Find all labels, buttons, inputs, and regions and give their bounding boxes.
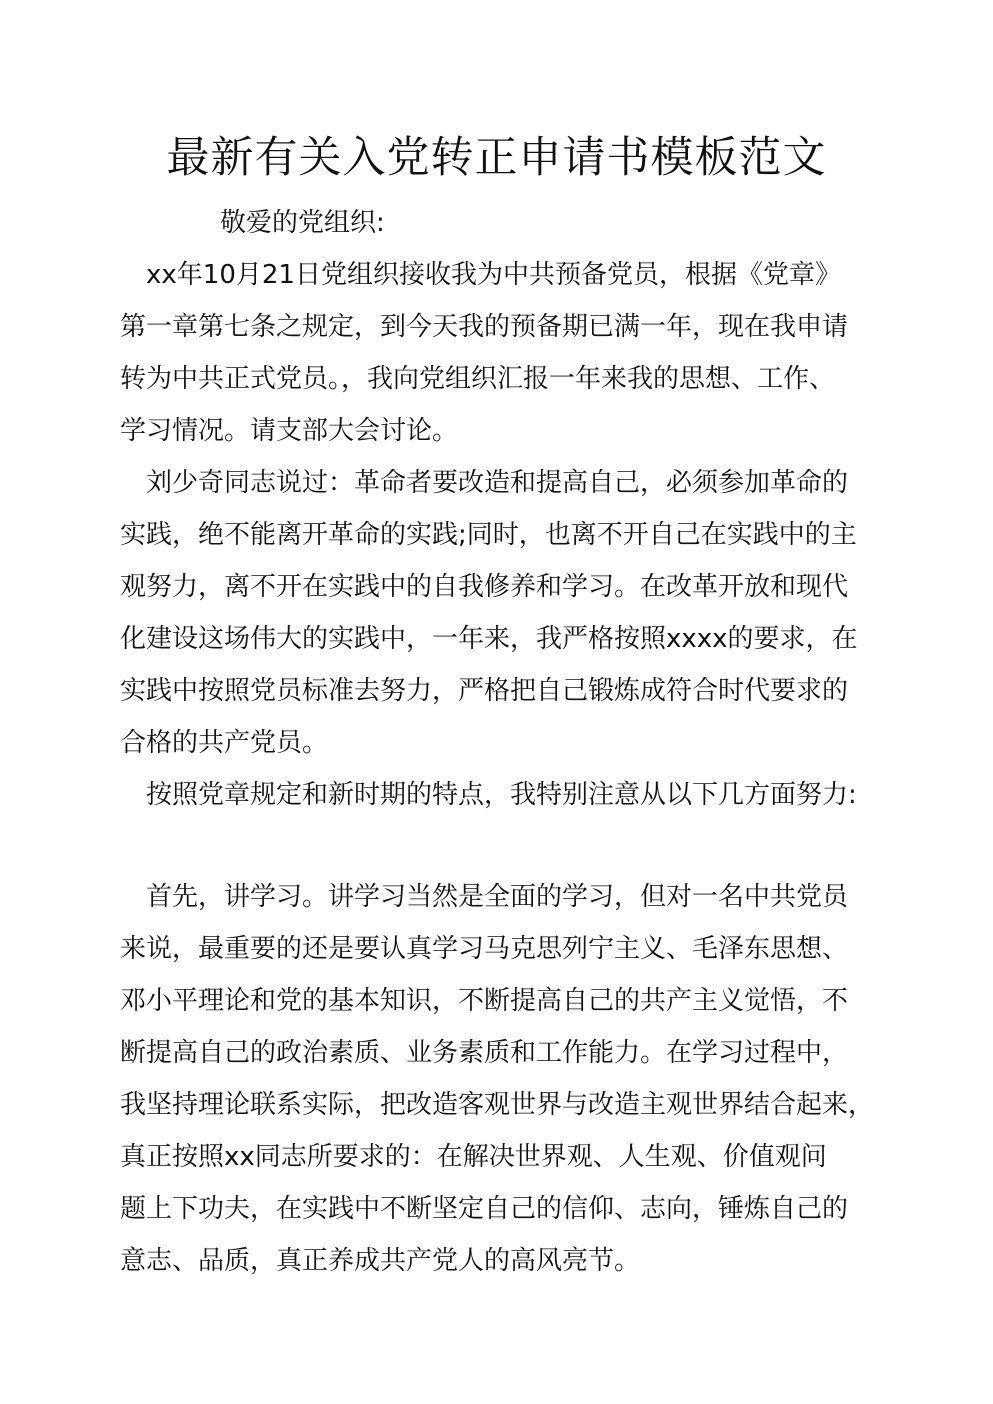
paragraph-3-line-1: 按照党章规定和新时期的特点，我特别注意从以下几方面努力: [146, 780, 857, 810]
paragraph-4-line-3: 邓小平理论和党的基本知识，不断提高自己的共产主义觉悟，不 [120, 986, 849, 1016]
paragraph-1-line-1: xx年10月21日党组织接收我为中共预备党员，根据《党章》 [146, 260, 841, 290]
paragraph-4-line-8: 意志、品质，真正养成共产党人的高风亮节。 [120, 1246, 641, 1276]
paragraph-2-line-4: 化建设这场伟大的实践中，一年来，我严格按照xxxx的要求，在 [120, 624, 858, 654]
paragraph-4-line-4: 断提高自己的政治素质、业务素质和工作能力。在学习过程中， [120, 1038, 849, 1068]
paragraph-4-line-5: 我坚持理论联系实际，把改造客观世界与改造主观世界结合起来， [120, 1090, 875, 1120]
paragraph-1-line-3: 转为中共正式党员。，我向党组织汇报一年来我的思想、工作、 [120, 364, 836, 394]
paragraph-2-line-6: 合格的共产党员。 [120, 728, 329, 758]
paragraph-2-line-1: 刘少奇同志说过：革命者要改造和提高自己，必须参加革命的 [146, 468, 849, 498]
paragraph-4-line-1: 首先，讲学习。讲学习当然是全面的学习，但对一名中共党员 [146, 882, 849, 912]
paragraph-1-line-2: 第一章第七条之规定，到今天我的预备期已满一年，现在我申请 [120, 312, 849, 342]
document-title: 最新有关入党转正申请书模板范文 [166, 133, 827, 183]
paragraph-4-line-6: 真正按照xx同志所要求的：在解决世界观、人生观、价值观问 [120, 1142, 827, 1172]
paragraph-4-line-7: 题上下功夫，在实践中不断坚定自己的信仰、志向，锤炼自己的 [120, 1194, 849, 1224]
paragraph-4-line-2: 来说，最重要的还是要认真学习马克思列宁主义、毛泽东思想、 [120, 934, 849, 964]
paragraph-1-line-4: 学习情况。请支部大会讨论。 [120, 416, 459, 446]
paragraph-2-line-5: 实践中按照党员标准去努力，严格把自己锻炼成符合时代要求的 [120, 676, 849, 706]
paragraph-2-line-3: 观努力，离不开在实践中的自我修养和学习。在改革开放和现代 [120, 572, 849, 602]
salutation: 敬爱的党组织: [220, 208, 385, 238]
paragraph-2-line-2: 实践，绝不能离开革命的实践;同时，也离不开自己在实践中的主 [120, 520, 857, 550]
